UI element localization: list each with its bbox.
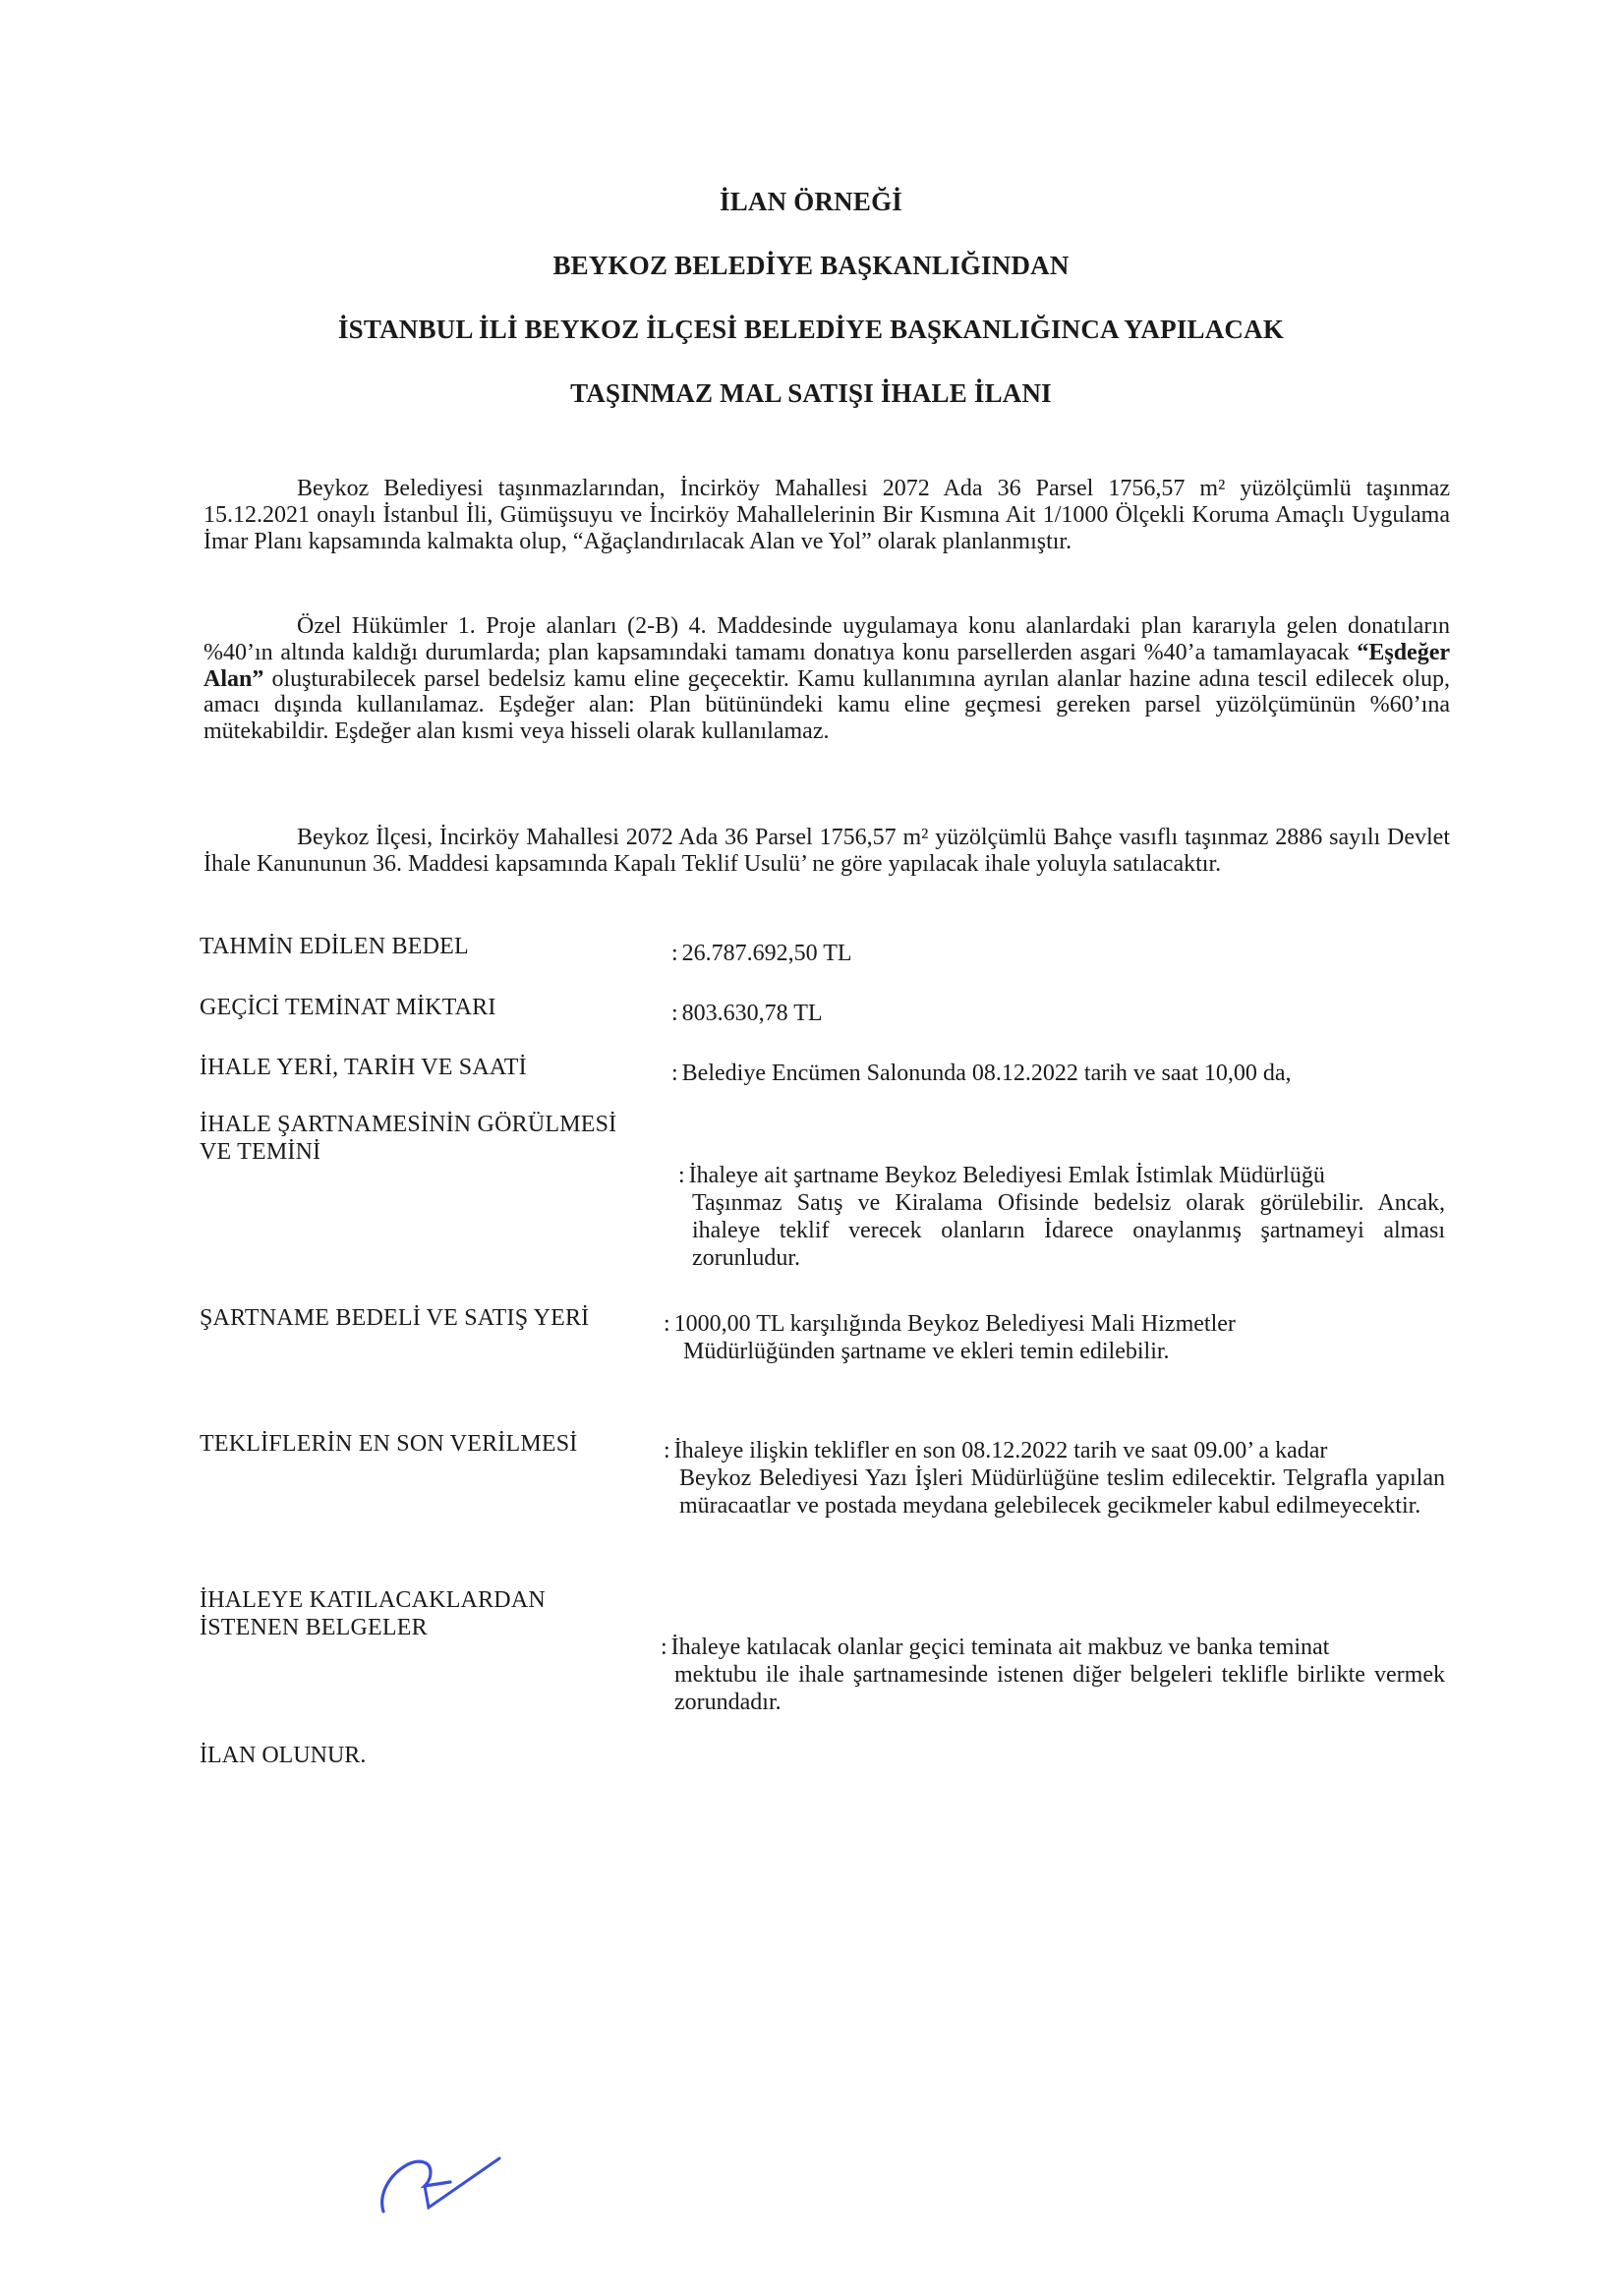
value-continuation: Müdürlüğünden şartname ve ekleri temin edilebilir.: [683, 1339, 1170, 1364]
value-temporary-guarantee: [671, 1000, 823, 1027]
estimated-price-amount: 26.787.692,50 TL: [681, 941, 852, 966]
label-tender-place-date: İHALE YERİ, TARİH VE SAATİ: [200, 1055, 527, 1080]
title-ilan-ornegi: İLAN ÖRNEĞİ: [720, 187, 902, 216]
value-bid-deadline: [664, 1437, 1445, 1520]
handwritten-signature: [354, 2151, 531, 2239]
paragraph-sale-method: Beykoz İlçesi, İncirköy Mahallesi 2072 Ada 36 Parsel 1756,57 m² yüzölçümlü Bahçe vasıflı taşınmaz 2886 sayılı Devlet İhale Kanununun 36. Maddesi kapsamında Kapalı Teklif Usulü’ ne göre yapılacak ihale yoluyla satılacaktır.: [203, 825, 1450, 877]
label-bid-deadline: TEKLİFLERİN EN SON VERİLMESİ: [200, 1431, 578, 1457]
value-first-line: [664, 1437, 1445, 1464]
signature-stroke: [382, 2161, 450, 2211]
value-required-documents: [661, 1634, 1445, 1716]
label-specification-viewing: [200, 1111, 616, 1166]
label-specification-fee: ŞARTNAME BEDELİ VE SATIŞ YERİ: [200, 1305, 590, 1331]
tender-place-date-text: Belediye Encümen Salonunda 08.12.2022 tarih ve saat 10,00 da,: [681, 1061, 1292, 1086]
value-first-line: [664, 1310, 1450, 1338]
value-text: 1000,00 TL karşılığında Beykoz Belediyesi Mali Hizmetler: [673, 1311, 1236, 1337]
special-provisions-text-1: Özel Hükümler 1. Proje alanları (2-B) 4. Maddesinde uygulamaya konu alanlardaki plan kararıyla gelen donatıların %40’ın altında kaldığı durumlarda; plan kapsamındaki tamamı donatıya konu parsellerden asgari %40’a tamamlayacak: [203, 613, 1450, 665]
separator: :: [664, 1311, 670, 1337]
equivalent-area-term: “Eşdeğer Alan”: [203, 639, 1451, 692]
label-line: İSTENEN BELGELER: [200, 1615, 428, 1640]
value-first-line: [678, 1162, 1445, 1189]
value-specification-viewing: [678, 1162, 1445, 1272]
value-estimated-price: [671, 940, 852, 967]
separator: :: [678, 1163, 685, 1188]
value-first-line: [661, 1634, 1445, 1661]
value-text: İhaleye ilişkin teklifler en son 08.12.2022 tarih ve saat 09.00’ a kadar: [673, 1438, 1328, 1464]
separator: :: [671, 941, 678, 966]
label-temporary-guarantee: GEÇİCİ TEMİNAT MİKTARI: [200, 995, 496, 1020]
special-provisions-text-2: oluşturabilecek parsel bedelsiz kamu eline geçecektir. Kamu kullanımına ayrılan alanlar hazine adına tescil edilecek olup, amacı dışında kullanılamaz. Eşdeğer alan: Plan bütünündeki kamu eline geçmesi gereken parsel yüzölçümünün %60’ına mütekabildir. Eşdeğer alan kısmi veya hisseli olarak kullanılamaz.: [203, 665, 1450, 745]
title-municipality: BEYKOZ BELEDİYE BAŞKANLIĞINDAN: [552, 251, 1070, 280]
title-authority: İSTANBUL İLİ BEYKOZ İLÇESİ BELEDİYE BAŞKANLIĞINCA YAPILACAK: [337, 315, 1285, 344]
label-estimated-price: TAHMİN EDİLEN BEDEL: [200, 934, 469, 959]
value-continuation: Beykoz Belediyesi Yazı İşleri Müdürlüğüne teslim edilecektir. Telgrafla yapılan müracaatlar ve postada meydana gelebilecek gecikmeler kabul edilmeyecektir.: [679, 1465, 1445, 1519]
paragraph-special-provisions: [203, 613, 1450, 745]
value-tender-place-date: [671, 1060, 1292, 1087]
label-line: VE TEMİNİ: [200, 1139, 321, 1165]
separator: :: [664, 1438, 670, 1464]
value-continuation: Taşınmaz Satış ve Kiralama Ofisinde bedelsiz olarak görülebilir. Ancak, ihaleye teklif verecek olanların İdarece onaylanmış şartnameyi alması zorunludur.: [692, 1190, 1445, 1271]
value-text: İhaleye katılacak olanlar geçici teminata ait makbuz ve banka teminat: [670, 1635, 1330, 1660]
value-continuation: mektubu ile ihale şartnamesinde istenen diğer belgeleri teklifle birlikte vermek zorundadır.: [674, 1662, 1445, 1715]
separator: :: [671, 1001, 678, 1026]
paragraph-property-description: Beykoz Belediyesi taşınmazlarından, İncirköy Mahallesi 2072 Ada 36 Parsel 1756,57 m² yüzölçümlü taşınmaz 15.12.2021 onaylı İstanbul İli, Gümüşsuyu ve İncirköy Mahallelerinin Bir Kısmına Ait 1/1000 Ölçekli Koruma Amaçlı Uygulama İmar Planı kapsamında kalmakta olup, “Ağaçlandırılacak Alan ve Yol” olarak planlanmıştır.: [203, 476, 1450, 554]
separator: :: [661, 1635, 667, 1660]
label-required-documents: [200, 1586, 546, 1641]
value-text: İhaleye ait şartname Beykoz Belediyesi Emlak İstimlak Müdürlüğü: [688, 1163, 1325, 1188]
value-specification-fee: [664, 1310, 1450, 1365]
closing-statement: İLAN OLUNUR.: [200, 1743, 367, 1768]
label-line: İHALEYE KATILACAKLARDAN: [200, 1587, 546, 1613]
label-line: İHALE ŞARTNAMESİNİN GÖRÜLMESİ: [200, 1112, 617, 1137]
title-tender-notice: TAŞINMAZ MAL SATIŞI İHALE İLANI: [570, 378, 1052, 408]
separator: :: [671, 1061, 678, 1086]
temporary-guarantee-amount: 803.630,78 TL: [681, 1001, 823, 1026]
